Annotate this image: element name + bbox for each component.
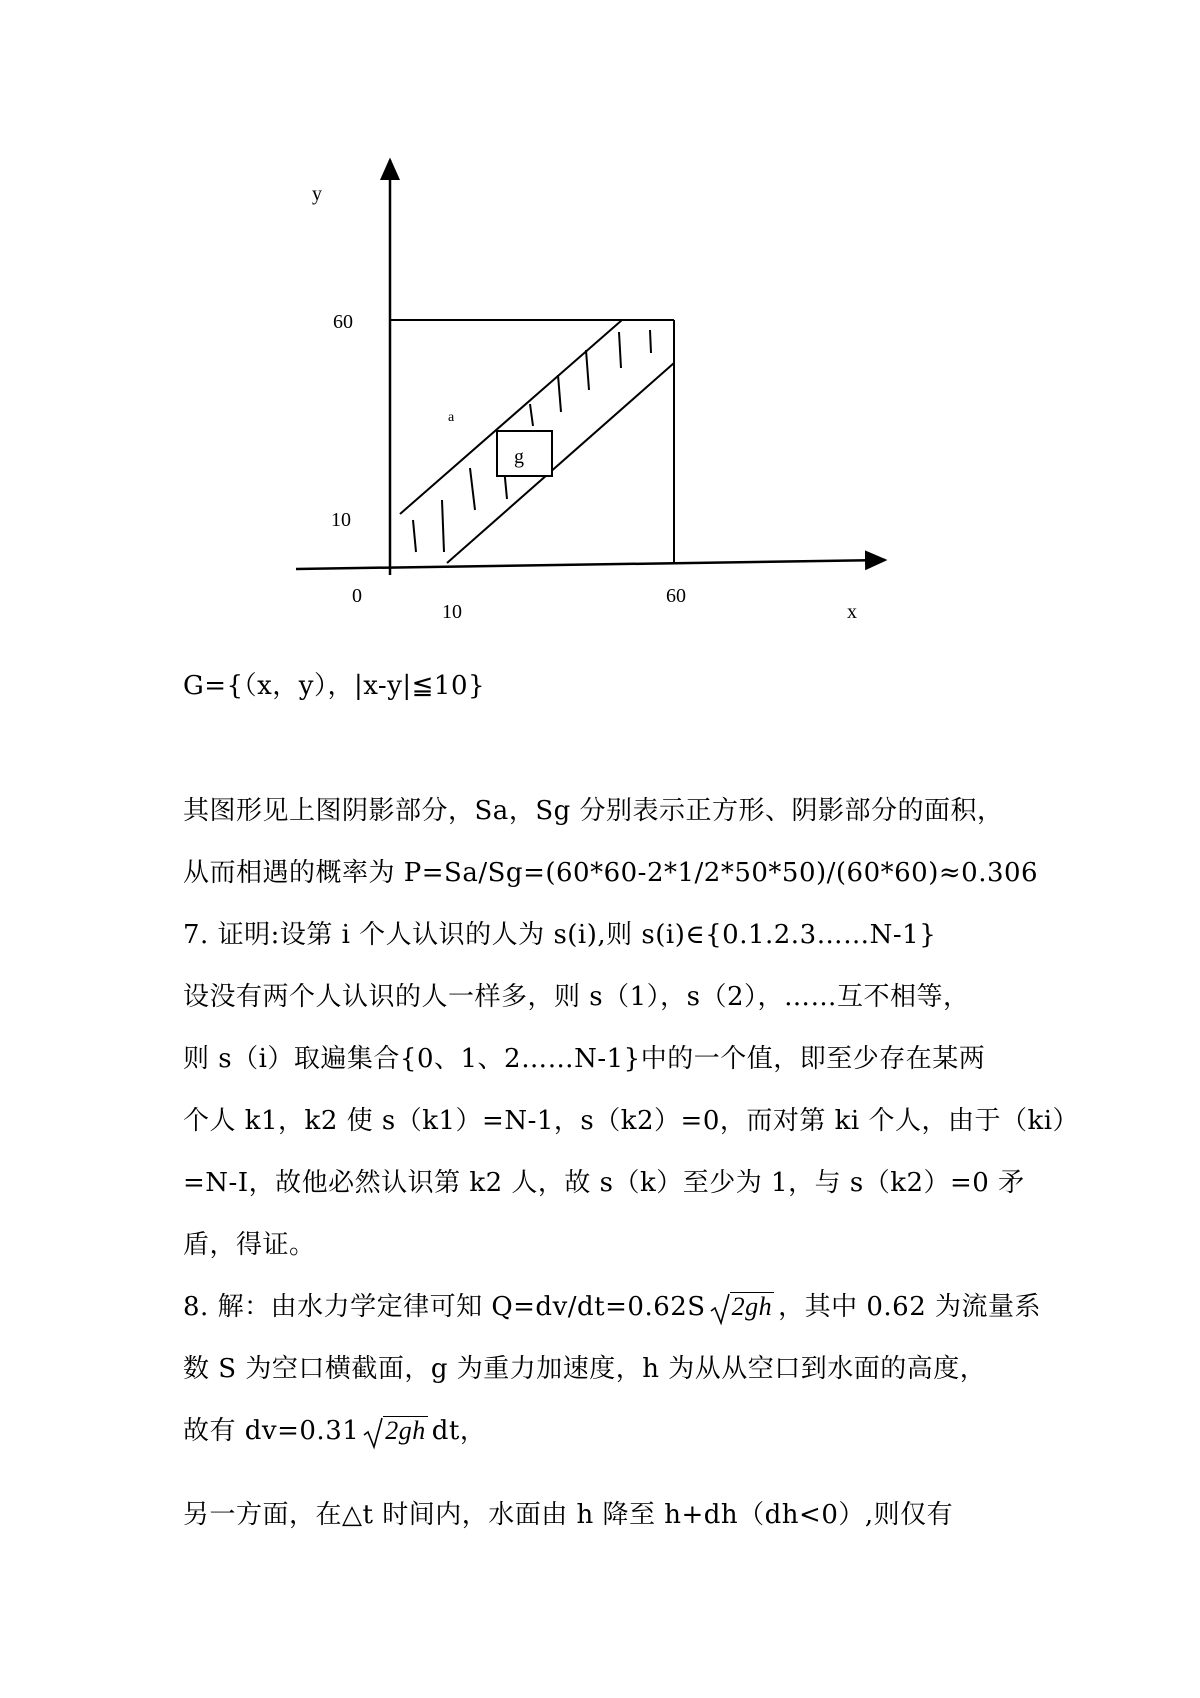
paragraph-2-line-4: 个人 k1，k2 使 s（k1）=N-1，s（k2）=0，而对第 ki 个人，由于（ki） (183, 1106, 1080, 1136)
coordinate-diagram (0, 0, 1200, 660)
box-g (497, 431, 552, 476)
p3-l1-text-b: ，其中 0.62 为流量系 (778, 1292, 1042, 1322)
paragraph-2-line-3: 则 s（i）取遍集合{0、1、2……N-1}中的一个值，即至少存在某两 (183, 1044, 986, 1074)
y-axis-label: y (312, 183, 322, 205)
axes (296, 160, 885, 575)
x-tick-60: 60 (666, 585, 686, 607)
paragraph-2-line-5: =N-I，故他必然认识第 k2 人，故 s（k）至少为 1，与 s（k2）=0 矛 (183, 1168, 1025, 1198)
paragraph-2-line-6: 盾，得证。 (183, 1230, 316, 1260)
region-a-label: a (448, 410, 455, 425)
paragraph-1-line-2: 从而相遇的概率为 P=Sa/Sg=(60*60-2*1/2*50*50)/(60*60)≈0.306 (183, 858, 1039, 888)
sqrt-expression (710, 1287, 775, 1327)
lower-boundary-line (447, 363, 674, 563)
paragraph-2-line-1: 7. 证明:设第 i 个人认识的人为 s(i),则 s(i)∈{0.1.2.3……N-1} (183, 920, 937, 950)
paragraph-1-line-1: 其图形见上图阴影部分，Sa，Sg 分别表示正方形、阴影部分的面积， (183, 796, 1004, 826)
x-tick-10: 10 (442, 601, 462, 623)
radicand: 2gh (385, 1416, 426, 1445)
upper-boundary-line (400, 320, 622, 514)
y-tick-10: 10 (331, 509, 351, 531)
x-axis-label: x (847, 601, 857, 623)
paragraph-3-line-2: 数 S 为空口横截面，g 为重力加速度，h 为从从空口到水面的高度， (183, 1354, 987, 1384)
region-g-label: g (514, 446, 524, 468)
p3-l3-text-a: 故有 dv=0.31 (183, 1416, 360, 1446)
paragraph-3-line-4: 另一方面，在△t 时间内，水面由 h 降至 h+dh（dh<0）,则仅有 (183, 1500, 954, 1530)
x-axis-line (296, 560, 885, 569)
p3-l1-text-a: 8. 解：由水力学定律可知 Q=dv/dt=0.62S (183, 1292, 706, 1322)
radicand: 2gh (731, 1292, 773, 1321)
p3-l3-text-b: dt， (431, 1416, 487, 1446)
paragraph-2-line-2: 设没有两个人认识的人一样多，则 s（1），s（2），……互不相等， (183, 982, 970, 1012)
radical-sign-icon (710, 1287, 730, 1327)
paragraph-3-line-1 (183, 1287, 1041, 1327)
radical-sign-icon (363, 1411, 383, 1451)
y-tick-60: 60 (333, 311, 353, 333)
sqrt-expression-2 (363, 1411, 428, 1451)
set-definition: G={（x，y），|x-y|≦10} (183, 671, 486, 701)
origin-label: 0 (352, 585, 362, 607)
paragraph-3-line-3 (183, 1411, 486, 1451)
